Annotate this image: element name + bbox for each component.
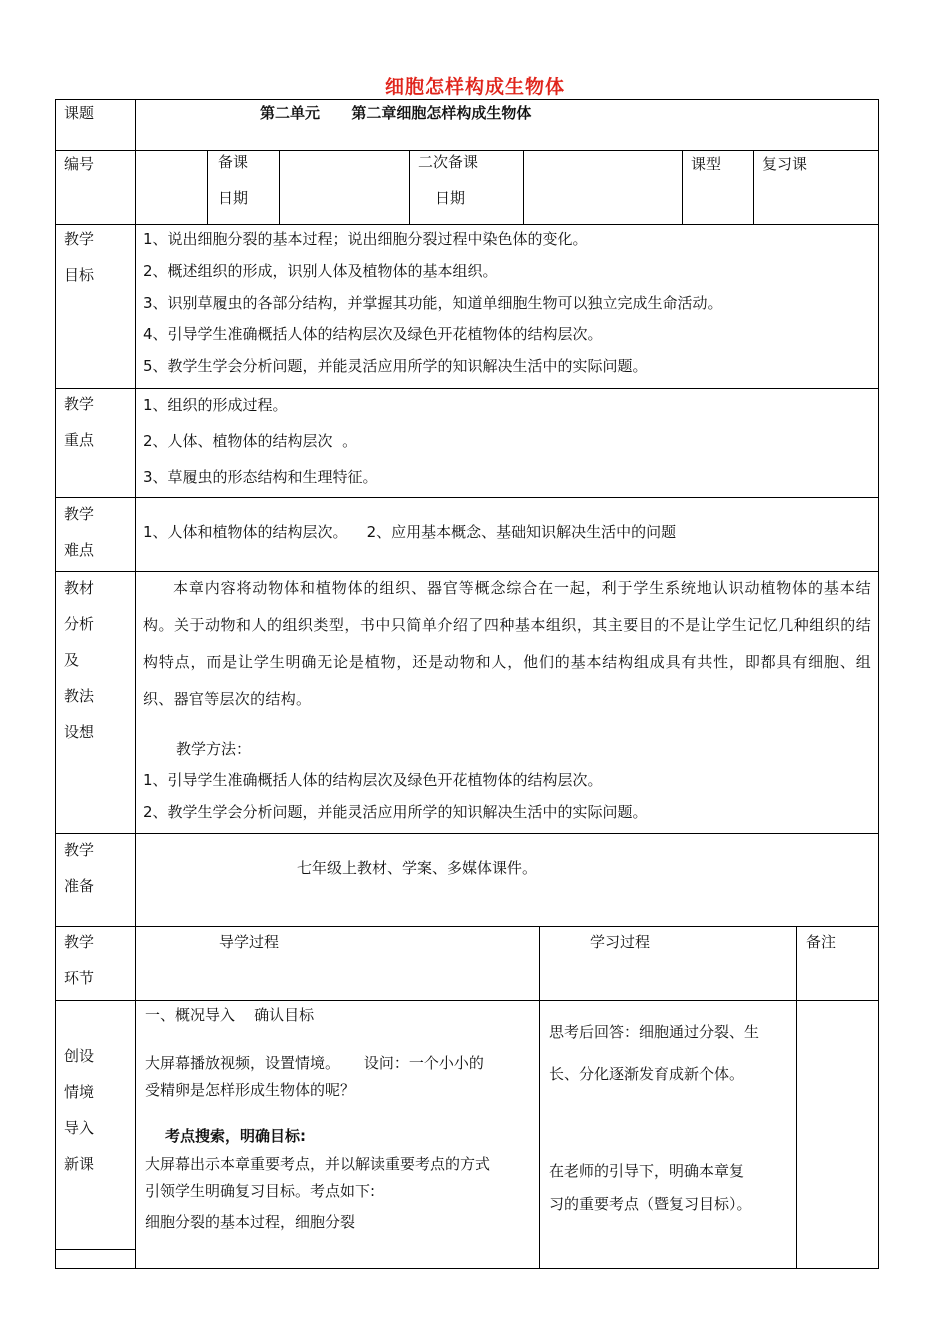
guide-column-header: 导学过程: [219, 933, 280, 951]
goals-label: 教学: [64, 230, 95, 248]
grid-line: [55, 224, 879, 225]
key-point-item: 3、草履虫的形态结构和生理特征。: [143, 468, 378, 486]
grid-line: [55, 926, 879, 927]
intro-heading: 一、概况导入 确认目标: [145, 1006, 315, 1024]
guide-text: 大屏幕播放视频，设置情境。 设问：一个小小的: [145, 1054, 484, 1072]
remarks-column-header: 备注: [806, 933, 837, 951]
search-title: 考点搜索，明确目标:: [165, 1127, 306, 1145]
analysis-label: 教法: [64, 687, 95, 705]
analysis-label: 教材: [64, 579, 95, 597]
guide-text: 细胞分裂的基本过程，细胞分裂: [145, 1213, 356, 1231]
grid-line: [55, 99, 879, 100]
goal-item: 1、说出细胞分裂的基本过程；说出细胞分裂过程中染色体的变化。: [143, 230, 588, 248]
study-text: 思考后回答：细胞通过分裂、生: [549, 1023, 760, 1041]
guide-text: 大屏幕出示本章重要考点，并以解读重要考点的方式: [145, 1155, 491, 1173]
grid-line: [682, 150, 683, 224]
grid-line: [55, 497, 879, 498]
prep2-label-bottom: 日期: [435, 189, 466, 207]
goal-item: 4、引导学生准确概括人体的结构层次及绿色开花植物体的结构层次。: [143, 325, 603, 343]
preparation-label: 准备: [64, 877, 95, 895]
method-item: 1、引导学生准确概括人体的结构层次及绿色开花植物体的结构层次。: [143, 771, 603, 789]
grid-line: [55, 1268, 879, 1269]
key-point-item: 1、组织的形成过程。: [143, 396, 288, 414]
grid-line: [207, 150, 208, 224]
analysis-label: 及: [64, 651, 80, 669]
prep1-label-bottom: 日期: [218, 189, 249, 207]
grid-line: [878, 99, 879, 1269]
prep1-label-top: 备课: [218, 153, 249, 171]
grid-line: [55, 388, 879, 389]
study-text: 长、分化逐渐发育成新个体。: [549, 1065, 745, 1083]
number-label: 编号: [64, 155, 95, 173]
goal-item: 5、教学生学会分析问题，并能灵活应用所学的知识解决生活中的实际问题。: [143, 357, 648, 375]
study-text: 在老师的引导下，明确本章复: [549, 1162, 745, 1180]
guide-text: 受精卵是怎样形成生物体的呢？: [145, 1081, 356, 1099]
grid-line: [55, 1000, 879, 1001]
analysis-label: 设想: [64, 723, 95, 741]
grid-line: [55, 99, 56, 1269]
goals-label: 目标: [64, 266, 95, 284]
grid-line: [135, 99, 136, 1269]
document-title: 细胞怎样构成生物体: [384, 76, 565, 98]
key-point-item: 2、人体、植物体的结构层次 。: [143, 432, 358, 450]
topic-value: 第二单元 第二章细胞怎样构成生物体: [260, 104, 532, 122]
grid-line: [279, 150, 280, 224]
grid-line: [55, 1249, 135, 1250]
grid-line: [55, 150, 879, 151]
intro-label: 情境: [64, 1083, 95, 1101]
study-column-header: 学习过程: [590, 933, 651, 951]
intro-label: 新课: [64, 1155, 95, 1173]
difficulties-text: 1、人体和植物体的结构层次。 2、应用基本概念、基础知识解决生活中的问题: [143, 523, 677, 541]
grid-line: [523, 150, 524, 224]
topic-label: 课题: [64, 104, 95, 122]
grid-line: [796, 926, 797, 1269]
intro-label: 创设: [64, 1047, 95, 1065]
method-title: 教学方法：: [176, 740, 252, 758]
analysis-label: 分析: [64, 615, 95, 633]
grid-line: [539, 926, 540, 1269]
analysis-paragraph: 本章内容将动物体和植物体的组织、器官等概念综合在一起，利于学生系统地认识动植物体的基本结构。关于动物和人的组织类型，书中只简单介绍了四种基本组织，其主要目的不是让学生记忆几种组织的结构特点，而是让学生明确无论是植物，还是动物和人，他们的基本结构组成具有共性，即都具有细胞、组织、器官等层次的结构。: [143, 579, 871, 708]
grid-line: [753, 150, 754, 224]
prep2-label-top: 二次备课: [418, 153, 479, 171]
method-item: 2、教学生学会分析问题，并能灵活应用所学的知识解决生活中的实际问题。: [143, 803, 648, 821]
lesson-type-label: 课型: [691, 155, 722, 173]
lesson-type-value: 复习课: [762, 155, 808, 173]
preparation-text: 七年级上教材、学案、多媒体课件。: [297, 859, 538, 877]
intro-label: 导入: [64, 1119, 95, 1137]
goal-item: 3、识别草履虫的各部分结构，并掌握其功能，知道单细胞生物可以独立完成生命活动。: [143, 294, 723, 312]
preparation-label: 教学: [64, 841, 95, 859]
difficulties-label: 教学: [64, 505, 95, 523]
process-label: 环节: [64, 969, 95, 987]
guide-text: 引领学生明确复习目标。考点如下:: [145, 1182, 376, 1200]
difficulties-label: 难点: [64, 541, 95, 559]
study-text: 习的重要考点（暨复习目标）。: [549, 1195, 752, 1213]
grid-line: [55, 833, 879, 834]
grid-line: [409, 150, 410, 224]
key-points-label: 教学: [64, 395, 95, 413]
goal-item: 2、概述组织的形成，识别人体及植物体的基本组织。: [143, 262, 498, 280]
key-points-label: 重点: [64, 431, 95, 449]
process-label: 教学: [64, 933, 95, 951]
